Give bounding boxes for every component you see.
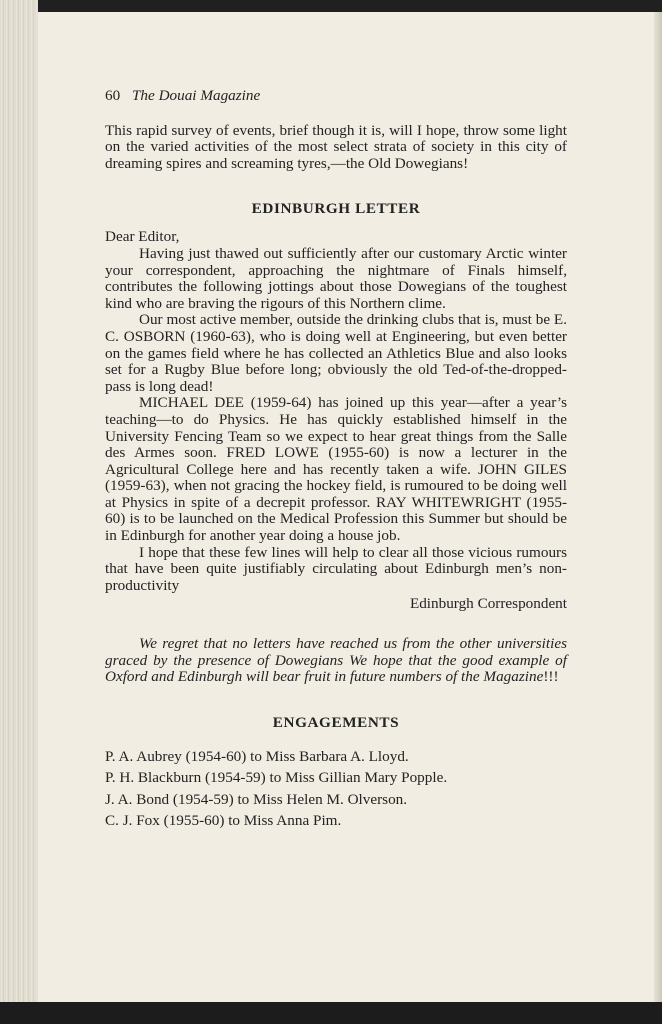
scan-bottom-border: [0, 1002, 662, 1024]
magazine-title: The Douai Magazine: [131, 87, 261, 104]
engagements-heading: ENGAGEMENTS: [272, 713, 400, 731]
salutation: Dear Editor,: [105, 228, 180, 246]
engagement-item: J. A. Bond (1954-59) to Miss Helen M. Olverson.: [105, 790, 408, 808]
page-content: [105, 88, 567, 832]
page-right-edge: [654, 12, 662, 1002]
letter-paragraph: MICHAEL DEE (1959-64) has joined up this year—after a year’s teaching—to do Physics. He has quickly established himself in the University Fencing Team so we expect to hear great things from the Salle des Armes soon. FRED LOWE (1955-60) is now a lecturer in the Agricultural College here and has recently taken a wife. JOHN GILES (1959-63), when not gracing the hockey field, is rumoured to be doing well at Physics in spite of a decrepit professor. RAY WHITEWRIGHT (1955-60) is to be launched on the Medical Profession this Summer but should be in Edinburgh for another year doing a house job.: [105, 394, 567, 545]
editor-note-magazine: Magazine: [483, 668, 544, 686]
letter-paragraph: I hope that these few lines will help to clear all those vicious rumours that have been quite justifiably circulating about Edinburgh men’s non-productivity: [105, 543, 567, 594]
editor-note-exclamation: !!!: [543, 668, 559, 686]
edinburgh-letter-heading: EDINBURGH LETTER: [251, 200, 421, 218]
book-spine-edge: [0, 0, 38, 1024]
running-header: [105, 88, 567, 105]
intro-paragraph: This rapid survey of events, brief though it is, will I hope, throw some light on the varied activities of the most select strata of society in this city of dreaming spires and screaming tyres,—the Old Dowegians!: [105, 121, 567, 172]
letter-signature: Edinburgh Correspondent: [409, 595, 567, 613]
page-number: 60: [105, 87, 121, 104]
editor-note-text: We regret that no letters have reached us from the other universities graced by the presence of Dowegians We hope that the good example of Oxford and Edinburgh will bear fruit in future numbers of the: [105, 635, 567, 686]
editor-note: [105, 636, 567, 686]
scan-top-border: [0, 0, 662, 12]
engagement-item: P. A. Aubrey (1954-60) to Miss Barbara A. Lloyd.: [105, 747, 409, 765]
letter-paragraph: Our most active member, outside the drinking clubs that is, must be E. C. OSBORN (1960-63), who is doing well at Engineering, but even better on the games field where he has collected an Athletics Blue and also looks set for a Rugby Blue before long; obviously the old Ted-of-the-dropped-pass is long dead!: [105, 311, 567, 395]
engagements-list: [105, 746, 567, 832]
engagement-item: C. J. Fox (1955-60) to Miss Anna Pim.: [105, 812, 342, 830]
letter-paragraph: Having just thawed out sufficiently after our customary Arctic winter your correspondent, approaching the nightmare of Finals himself, contributes the following jottings about those Dowegians of the toughest kind who are braving the rigours of this Northern clime.: [105, 244, 567, 312]
engagement-item: P. H. Blackburn (1954-59) to Miss Gillian Mary Popple.: [105, 769, 448, 787]
